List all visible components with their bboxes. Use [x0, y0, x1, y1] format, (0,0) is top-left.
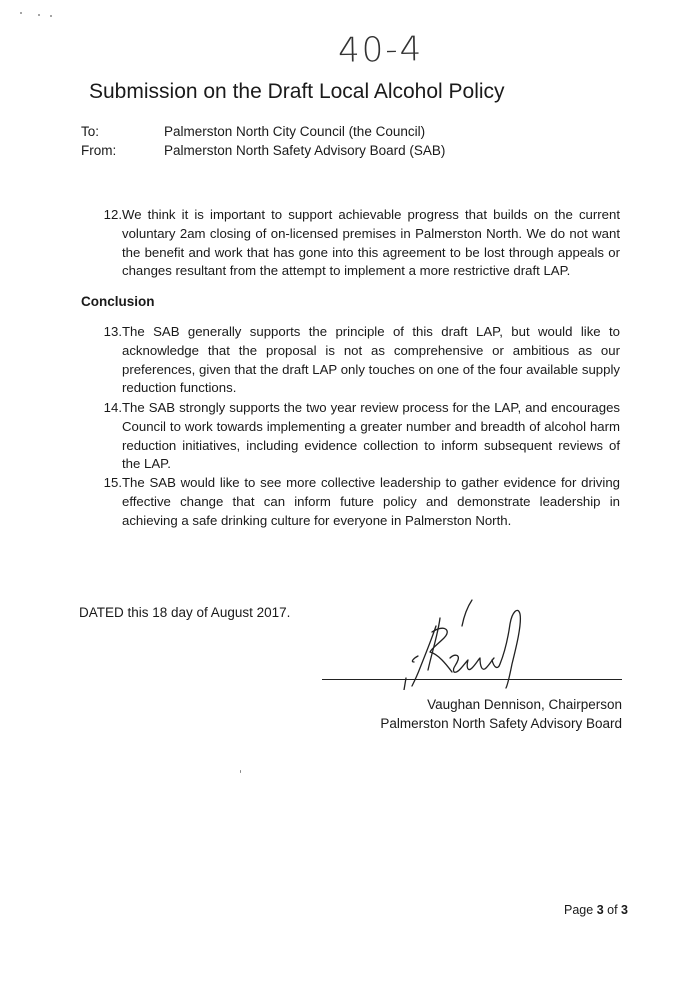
page-prefix: Page: [564, 903, 594, 917]
item-text: We think it is important to support achievable progress that builds on the current voluntary 2am closing of on-licensed premises in Palmerston North. We do not want the benefit and work that has gone into this agreement to be lost through appeals or changes resultant from the attempt to implement a more restrictive draft LAP.: [122, 207, 620, 279]
scan-speck: [20, 12, 22, 14]
conclusion-heading: Conclusion: [81, 294, 155, 309]
to-value: Palmerston North City Council (the Council): [164, 124, 426, 139]
item-text: The SAB strongly supports the two year review process for the LAP, and encourages Council to work towards implementing a greater number and breadth of alcohol harm reduction initiatives, including evidence collection to inform subsequent reviews of the LAP.: [122, 400, 620, 472]
scan-speck: [240, 770, 241, 773]
page-of: of: [607, 903, 618, 917]
item-text: The SAB would like to see more collective leadership to gather evidence for driving effective change that can inform future policy and demonstrate leadership in achieving a safe drinking culture for everyone in Palmerston North.: [122, 475, 620, 528]
item-number: 13.: [103, 324, 122, 339]
item-number: 14.: [103, 400, 122, 415]
list-item: [80, 323, 620, 398]
page-total: 3: [621, 903, 628, 917]
scan-speck: [50, 15, 52, 17]
dated-line: DATED this 18 day of August 2017.: [79, 605, 291, 620]
signature-line: [322, 679, 622, 680]
from-label: From:: [81, 143, 117, 158]
page-number: [564, 903, 628, 917]
item-text: The SAB generally supports the principle of this draft LAP, but would like to acknowledge that the proposal is not as comprehensive or ambitious as our preferences, given that the draft LAP only touches on one of the four available supply reduction functions.: [122, 324, 620, 396]
document-title: Submission on the Draft Local Alcohol Policy: [89, 80, 505, 103]
page-current: 3: [596, 903, 604, 917]
signatory-name: Vaughan Dennison, Chairperson: [427, 697, 622, 712]
handwritten-reference-number: 40-4: [337, 29, 424, 71]
list-item: [80, 206, 620, 281]
signatory-organisation: Palmerston North Safety Advisory Board: [380, 716, 622, 731]
to-label: To:: [81, 124, 100, 139]
scan-speck: [38, 14, 40, 16]
list-item: [80, 474, 620, 530]
item-number: 12.: [103, 207, 122, 222]
item-number: 15.: [103, 475, 122, 490]
list-item: [80, 399, 620, 474]
from-value: Palmerston North Safety Advisory Board (SAB): [164, 143, 446, 158]
handwritten-signature: [392, 598, 542, 690]
